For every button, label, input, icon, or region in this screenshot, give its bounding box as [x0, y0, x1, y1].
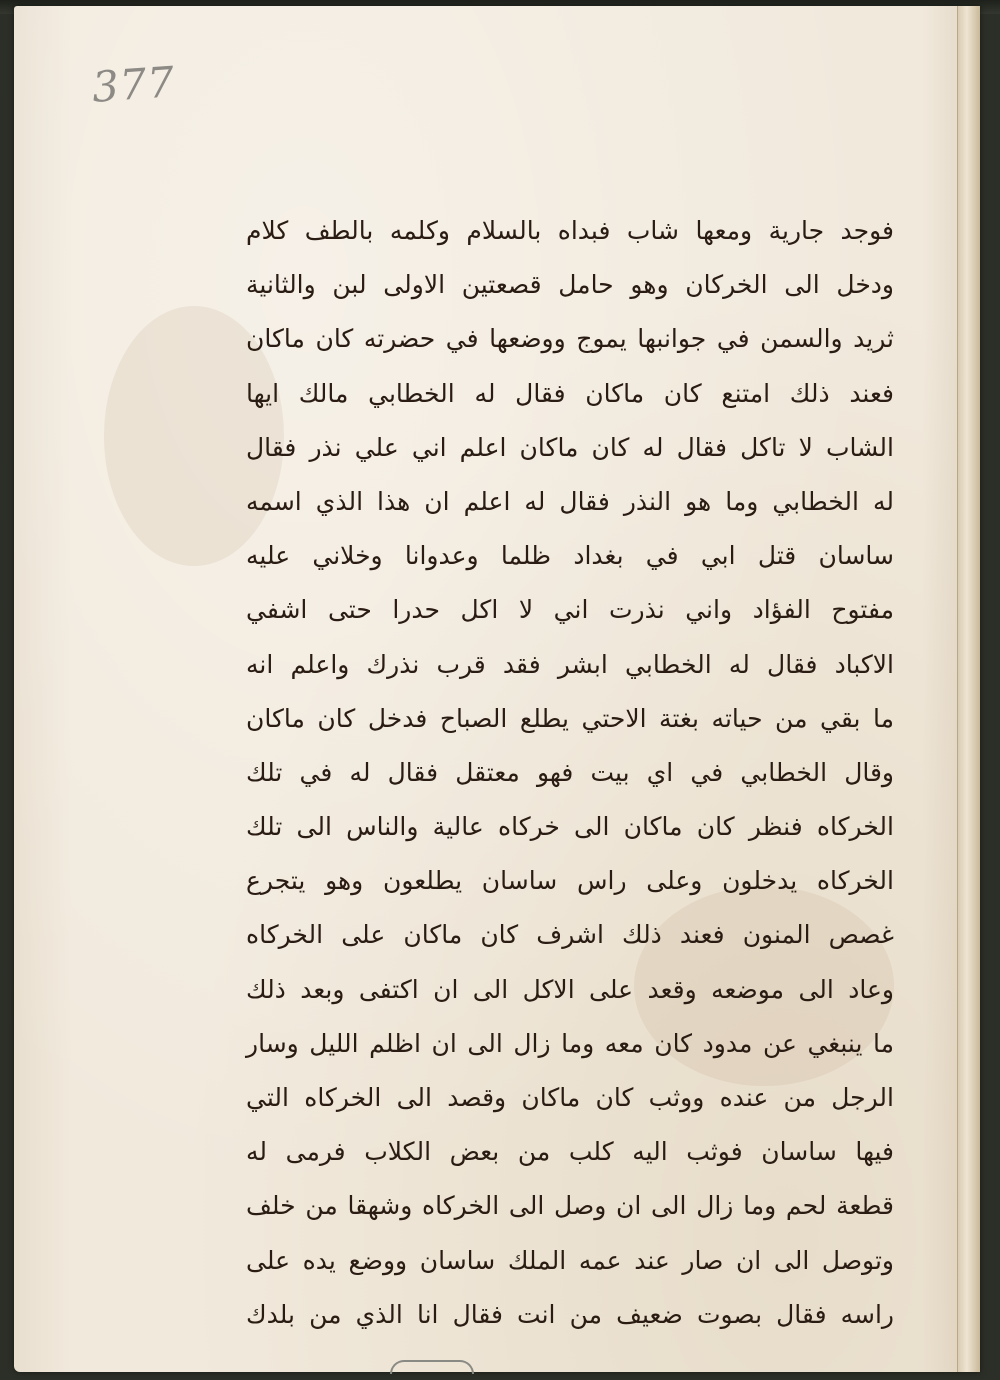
- text-line: راسه فقال بصوت ضعيف من انت فقال انا الذي من بلدك: [246, 1299, 894, 1329]
- text-line: وعاد الى موضعه وقعد على الاكل الى ان اكتفى وبعد ذلك: [246, 974, 894, 1004]
- text-line: وتوصل الى ان صار عند عمه الملك ساسان ووضع يده على: [246, 1245, 894, 1275]
- manuscript-page: [14, 6, 980, 1372]
- text-line: ثريد والسمن في جوانبها يموج ووضعها في حضرته كان ماكان: [246, 324, 894, 354]
- text-line: الخركاه فنظر كان ماكان الى خركاه عالية والناس الى تلك: [246, 812, 894, 842]
- page-clip: [390, 1360, 474, 1374]
- text-line: فعند ذلك امتنع كان ماكان فقال له الخطابي مالك ايها: [246, 378, 894, 408]
- text-line: غصص المنون فعند ذلك اشرف كان ماكان على الخركاه: [246, 920, 894, 950]
- text-line: له الخطابي وما هو النذر فقال له اعلم ان هذا الذي اسمه: [246, 486, 894, 516]
- text-line: الرجل من عنده ووثب كان ماكان وقصد الى الخركاه التي: [246, 1083, 894, 1112]
- text-line: مفتوح الفؤاد واني نذرت اني لا اكل حدرا حتى اشفي: [246, 595, 894, 625]
- text-line: قطعة لحم وما زال الى ان وصل الى الخركاه وشهقا من خلف: [246, 1191, 894, 1221]
- text-line: ودخل الى الخركان وهو حامل قصعتين الاولى لبن والثانية: [246, 270, 894, 300]
- text-line: الاكباد فقال له الخطابي ابشر فقد قرب نذرك واعلم انه: [246, 649, 894, 679]
- text-line: فيها ساسان فوثب اليه كلب من بعض الكلاب فرمى له: [246, 1137, 894, 1167]
- text-line: وقال الخطابي في اي بيت فهو معتقل فقال له في تلك: [246, 757, 894, 787]
- text-line: ما ينبغي عن مدود كان معه وما زال الى ان اظلم الليل وسار: [246, 1028, 894, 1058]
- text-line: فوجد جارية ومعها شاب فبداه بالسلام وكلمه بالطف كلام: [246, 216, 894, 245]
- folio-number: 377: [90, 57, 177, 112]
- text-line: الخركاه يدخلون وعلى راس ساسان يطلعون وهو يتجرع: [246, 866, 894, 896]
- text-line: الشاب لا تاكل فقال له كان ماكان اعلم اني علي نذر فقال: [246, 432, 894, 462]
- text-line: ساسان قتل ابي في بغداد ظلما وعدوانا وخلاني عليه: [246, 541, 894, 571]
- page-gutter: [957, 6, 980, 1372]
- text-line: ما بقي من حياته بغتة الاحتي يطلع الصباح فدخل كان ماكان: [246, 703, 894, 733]
- manuscript-text-block: [246, 204, 894, 1342]
